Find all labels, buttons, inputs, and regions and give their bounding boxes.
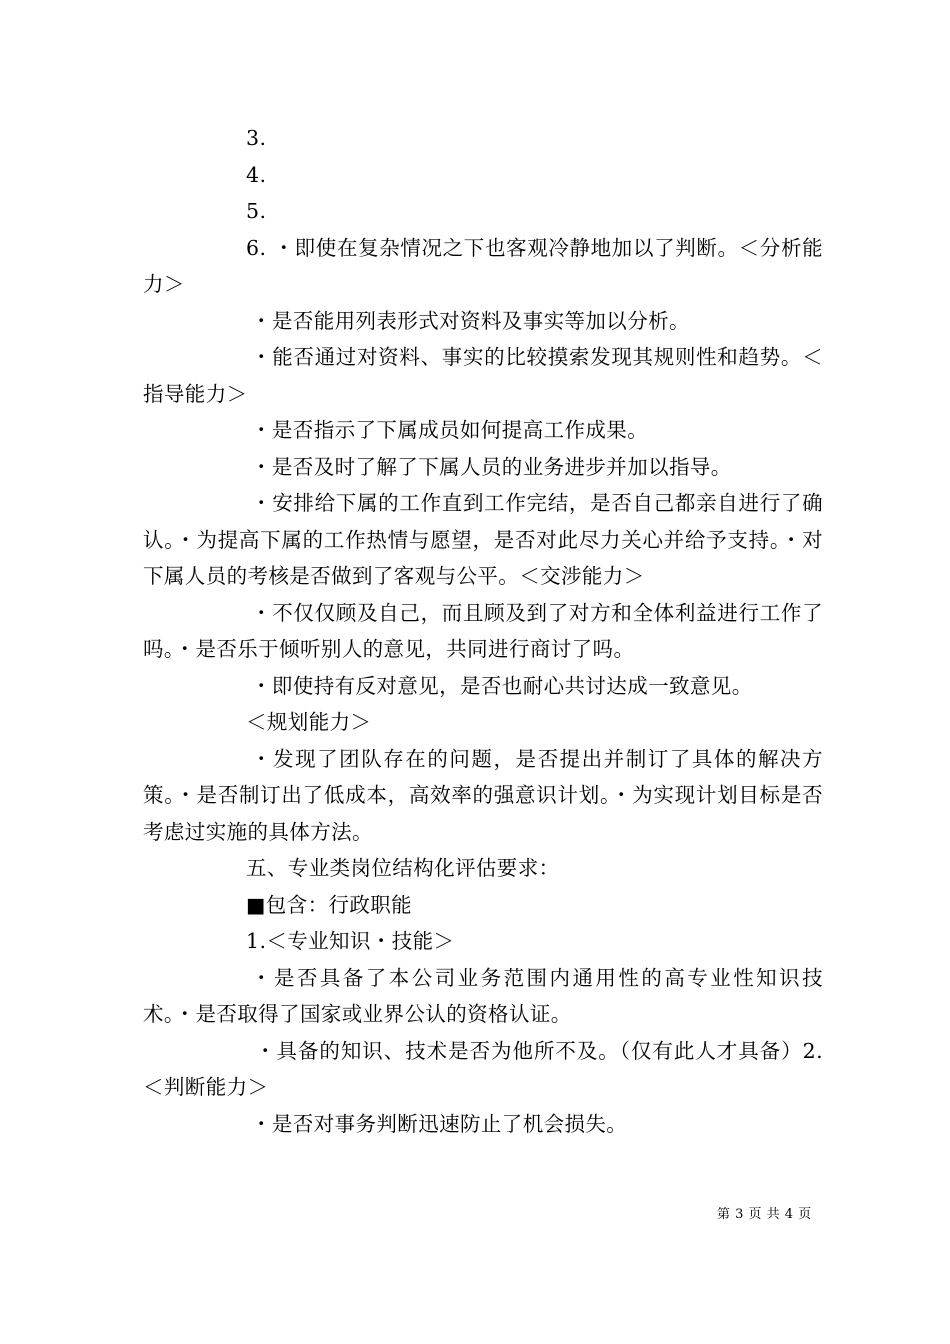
paragraph: ・不仅仅顾及自己，而且顾及到了对方和全体利益进行工作了吗。・是否乐于倾听别人的意见，共同进行商讨了吗。	[143, 600, 823, 661]
paragraph: ・安排给下属的工作直到工作完结，是否自己都亲自进行了确认。・为提高下属的工作热情与愿望，是否对此尽力关心并给予支持。・对下属人员的考核是否做到了客观与公平。＜交涉能力＞	[143, 491, 823, 588]
paragraph: ・即使持有反对意见，是否也耐心共讨达成一致意见。	[251, 673, 753, 698]
paragraph: ＜规划能力＞	[246, 710, 372, 734]
paragraph: 1.＜专业知识・技能＞	[246, 929, 455, 953]
paragraph: ・是否对事务判断迅速防止了机会损失。	[251, 1111, 628, 1136]
section-heading: 五、专业类岗位结构化评估要求：	[246, 856, 560, 880]
paragraph: ・是否及时了解了下属人员的业务进步并加以指导。	[251, 454, 732, 479]
paragraph: ・是否能用列表形式对资料及事实等加以分析。	[251, 308, 690, 333]
paragraph: ・能否通过对资料、事实的比较摸索发现其规则性和趋势。＜指导能力＞	[143, 345, 823, 406]
paragraph: ・具备的知识、技术是否为他所不及。（仅有此人才具备）2.＜判断能力＞	[143, 1038, 823, 1099]
paragraph: 4.	[246, 162, 267, 187]
page-number-footer: 第 3 页 共 4 页	[717, 1207, 812, 1222]
paragraph: ・是否指示了下属成员如何提高工作成果。	[251, 418, 649, 442]
paragraph: ・是否具备了本公司业务范围内通用性的高专业性知识技术。・是否取得了国家或业界公认的资格认证。	[143, 965, 823, 1026]
paragraph: ・发现了团队存在的问题，是否提出并制订了具体的解决方策。・是否制订出了低成本，高效率的强意识计划。・为实现计划目标是否考虑过实施的具体方法。	[143, 746, 823, 844]
paragraph: 6. ・即使在复杂情况之下也客观冷静地加以了判断。＜分析能力＞	[143, 235, 823, 296]
paragraph: 5.	[246, 199, 267, 223]
paragraph: 3.	[246, 126, 267, 150]
paragraph: ■包含：行政职能	[246, 892, 413, 917]
body-text	[143, 120, 823, 1142]
